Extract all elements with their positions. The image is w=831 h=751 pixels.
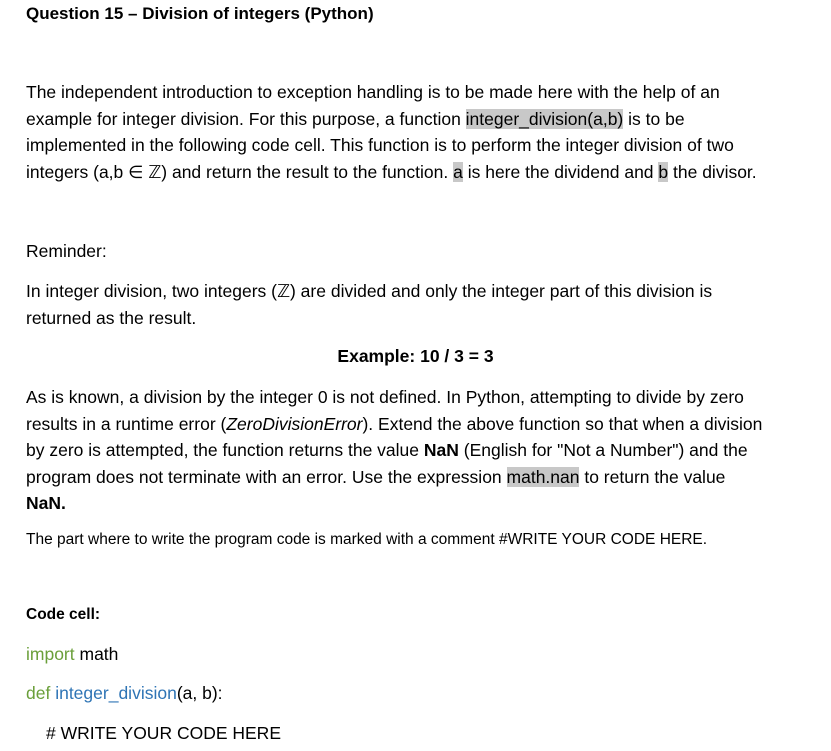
intro-paragraph — [26, 79, 757, 185]
intro-line-2 — [26, 106, 757, 133]
task-text: program does not terminate with an error. Use the expression — [26, 466, 507, 487]
example-line: Example: 10 / 3 = 3 — [337, 346, 494, 366]
intro-text: example for integer division. For this purpose, a function — [26, 108, 466, 129]
dividend-highlight: a — [453, 161, 463, 182]
def-keyword: def — [26, 683, 51, 703]
task-paragraph — [26, 384, 762, 517]
function-args: (a, b): — [176, 683, 223, 703]
intro-line-1: The independent introduction to exception handling is to be made here with the help of an — [26, 82, 720, 102]
task-text: to return the value — [579, 466, 726, 487]
intro-line-3: implemented in the following code cell. This function is to perform the integer division of two — [26, 135, 734, 155]
function-name-highlight: integer_division(a,b) — [465, 108, 624, 129]
code-line-comment: # WRITE YOUR CODE HERE — [46, 723, 281, 743]
math-nan-highlight: math.nan — [506, 466, 580, 487]
code-line-def — [26, 680, 223, 707]
nan-bold: NaN — [423, 440, 459, 460]
intro-text: integers (a,b ∈ ℤ) and return the result to the function. — [26, 161, 454, 182]
task-text: ). Extend the above function so that when a division — [362, 413, 763, 434]
intro-line-4 — [26, 159, 757, 186]
intro-text: the divisor. — [668, 161, 757, 182]
code-location-note: The part where to write the program code is marked with a comment #WRITE YOUR CODE HERE. — [26, 531, 708, 548]
reminder-line-2: returned as the result. — [26, 307, 197, 328]
task-line-2 — [26, 411, 762, 438]
error-name: ZeroDivisionError — [226, 413, 363, 434]
reminder-heading: Reminder: — [26, 241, 107, 261]
task-text: (English for "Not a Number") and the — [458, 440, 748, 460]
task-text: results in a runtime error ( — [26, 413, 227, 434]
task-text: by zero is attempted, the function returns the value — [26, 440, 424, 460]
import-keyword: import — [26, 644, 75, 664]
task-line-4 — [26, 464, 762, 491]
module-name: math — [74, 644, 119, 664]
divisor-highlight: b — [658, 161, 669, 182]
intro-text: is to be — [623, 108, 685, 129]
task-line-5: NaN. — [26, 493, 66, 513]
reminder-line-1: In integer division, two integers (ℤ) are divided and only the integer part of this division is — [26, 281, 713, 301]
code-line-import — [26, 641, 118, 668]
reminder-paragraph — [26, 278, 712, 331]
task-line-1: As is known, a division by the integer 0 is not defined. In Python, attempting to divide by zero — [26, 387, 744, 407]
task-line-3 — [26, 437, 762, 464]
question-title: Question 15 – Division of integers (Python) — [26, 4, 374, 23]
intro-text: is here the dividend and — [462, 161, 659, 182]
code-cell-heading: Code cell: — [26, 606, 101, 623]
function-name: integer_division — [55, 683, 177, 703]
